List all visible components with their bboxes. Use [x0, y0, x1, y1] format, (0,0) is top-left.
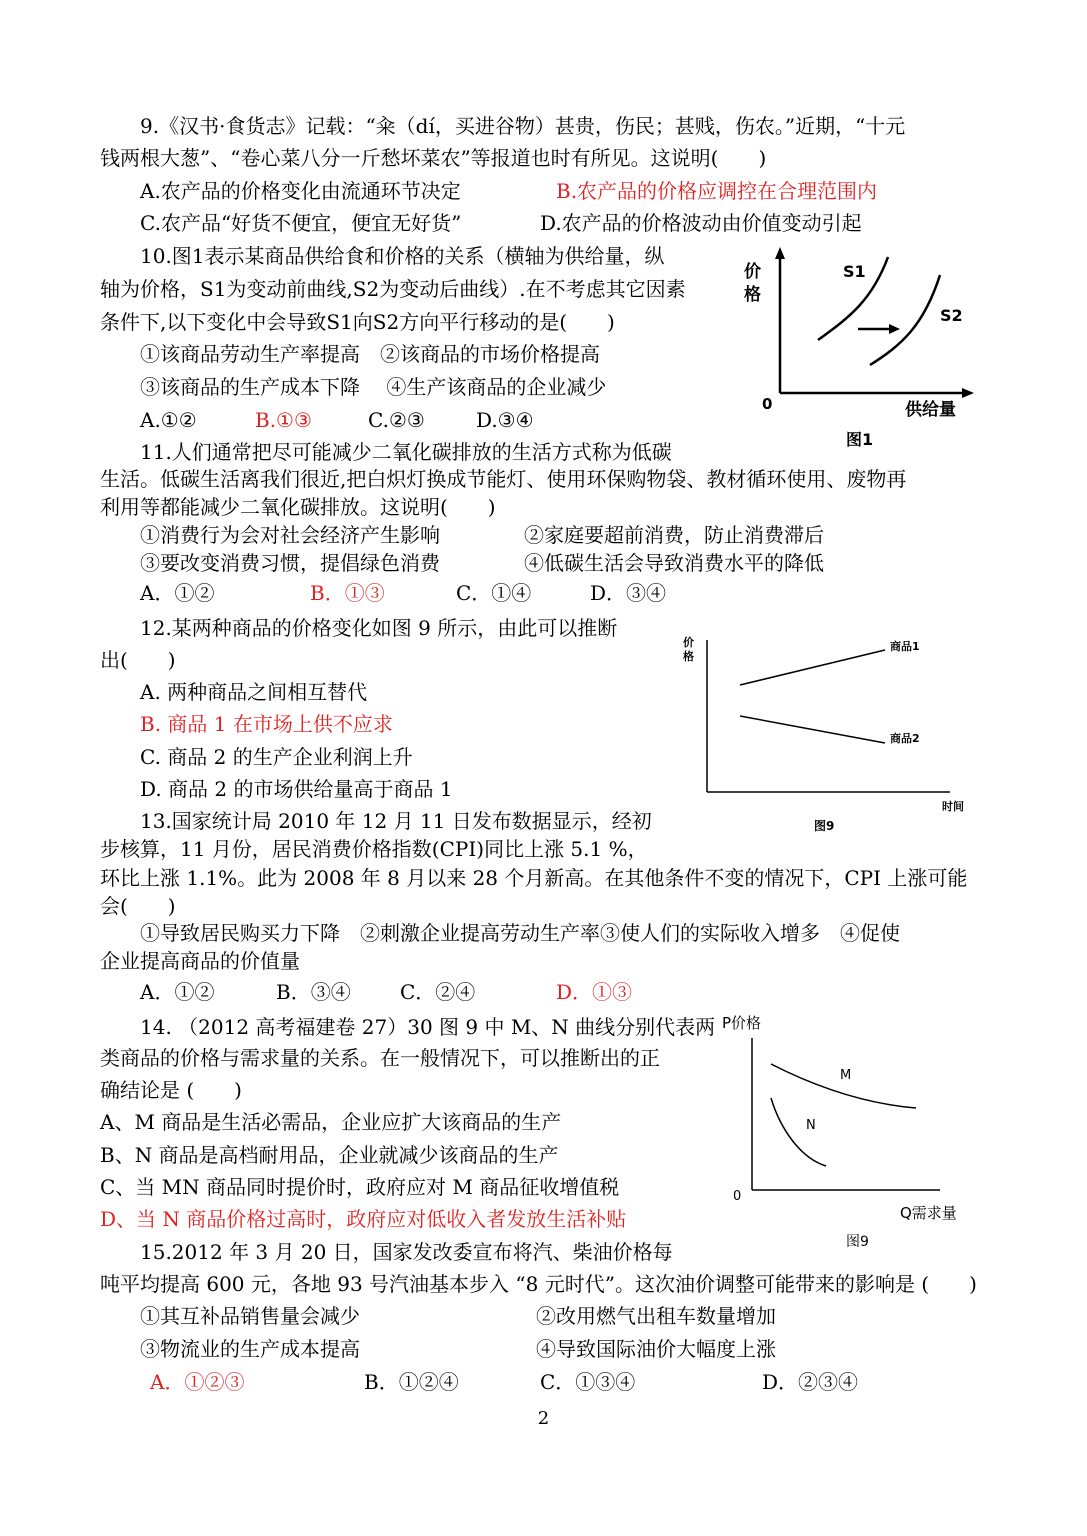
q9-stem-line1: 9.《汉书·食货志》记载：“籴（dí，买进谷物）甚贵，伤民；甚贱，伤农。”近期，“十元 [140, 114, 906, 138]
q13-stem-line3: 环比上涨 1.1%。此为 2008 年 8 月以来 28 个月新高。在其他条件不变的情况下，CPI 上涨可能 [100, 866, 968, 890]
q9-option-a: A.农产品的价格变化由流通环节决定 [140, 179, 461, 203]
q13-item-line1: ①导致居民购买力下降 ②刺激企业提高劳动生产率③使人们的实际收入增多 ④促使 [140, 921, 900, 945]
fig3-xlabel: Q需求量 [900, 1204, 957, 1222]
q10-option-a: A.①② [140, 408, 197, 432]
q12-stem-line2: 出( ) [100, 648, 176, 672]
q14-stem-line3: 确结论是 ( ) [100, 1078, 242, 1102]
q13-option-a: A．①② [140, 980, 215, 1004]
q10-stem-line2: 轴为价格，S1为变动前曲线,S2为变动后曲线）.在不考虑其它因素 [100, 277, 686, 301]
q10-item-line1: ①该商品劳动生产率提高 ②该商品的市场价格提高 [140, 342, 600, 366]
fig3-caption: 图9 [846, 1234, 869, 1250]
q13-stem-line4: 会( ) [100, 894, 176, 918]
q12-stem-line1: 12.某两种商品的价格变化如图 9 所示，由此可以推断 [140, 616, 618, 640]
q12-option-b-answer: B. 商品 1 在市场上供不应求 [140, 712, 393, 736]
q12-option-a: A. 两种商品之间相互替代 [140, 680, 368, 704]
fig1-xlabel: 供给量 [905, 400, 956, 420]
q15-item2: ②改用燃气出租车数量增加 [536, 1304, 776, 1328]
fig2-ylabel-char1: 价 [683, 636, 694, 649]
q10-stem-line1: 10.图1表示某商品供给食和价格的关系（横轴为供给量，纵 [140, 244, 665, 268]
s2-curve [870, 275, 940, 365]
q13-option-b: B．③④ [276, 980, 351, 1004]
q11-stem-line2: 生活。低碳生活离我们很近,把白炽灯换成节能灯、使用环保购物袋、教材循环使用、废物再 [100, 467, 907, 491]
q10-item-line2: ③该商品的生产成本下降 ④生产该商品的企业减少 [140, 375, 607, 399]
q11-option-a: A．①② [140, 581, 215, 605]
q13-stem-line2: 步核算，11 月份，居民消费价格指数(CPI)同比上涨 5.1 %， [100, 837, 648, 861]
q14-stem-line1: 14. （2012 高考福建卷 27）30 图 9 中 M、N 曲线分别代表两 [140, 1015, 716, 1039]
q14-option-b: B、N 商品是高档耐用品，企业就减少该商品的生产 [100, 1143, 559, 1167]
q15-item3: ③物流业的生产成本提高 [140, 1337, 360, 1361]
q9-option-c: C.农产品“好货不便宜，便宜无好货” [140, 211, 462, 235]
q15-option-c: C．①③④ [540, 1370, 636, 1394]
q9-option-b-answer: B.农产品的价格应调控在合理范围内 [556, 179, 878, 203]
q15-option-a-answer: A．①②③ [150, 1370, 245, 1394]
goods1-line [740, 650, 885, 685]
fig1-y-arrowhead [775, 247, 785, 259]
q15-item4: ④导致国际油价大幅度上涨 [536, 1337, 776, 1361]
fig2-series2-label: 商品2 [890, 732, 920, 745]
q10-stem-line3: 条件下,以下变化中会导致S1向S2方向平行移动的是( ) [100, 310, 615, 334]
fig1-x-arrowhead [962, 388, 974, 398]
q10-option-d: D.③④ [476, 408, 534, 432]
q9-stem-line2: 钱两根大葱”、“卷心菜八分一斤愁坏菜农”等报道也时有所见。这说明( ) [100, 146, 767, 170]
q11-option-b-answer: B．①③ [310, 581, 385, 605]
n-curve [771, 1098, 826, 1166]
q11-item3: ③要改变消费习惯，提倡绿色消费 [140, 551, 440, 575]
page-number: 2 [537, 1408, 550, 1429]
q11-stem-line3: 利用等都能减少二氧化碳排放。这说明( ) [100, 495, 496, 519]
fig3-origin: 0 [733, 1189, 742, 1204]
price-time-figure [680, 632, 980, 837]
fig1-ylabel-char1: 价 [744, 262, 761, 282]
q11-item2: ②家庭要超前消费，防止消费滞后 [524, 523, 824, 547]
q15-option-d: D．②③④ [762, 1370, 859, 1394]
q13-option-d-answer: D．①③ [556, 980, 633, 1004]
fig2-xlabel: 时间 [942, 800, 964, 813]
q11-option-d: D．③④ [590, 581, 667, 605]
q12-option-c: C. 商品 2 的生产企业利润上升 [140, 745, 413, 769]
q13-item-line2: 企业提高商品的价值量 [100, 949, 300, 973]
q14-stem-line2: 类商品的价格与需求量的关系。在一般情况下，可以推断出的正 [100, 1046, 660, 1070]
shift-arrowhead [889, 324, 900, 334]
fig3-m-label: M [840, 1068, 852, 1083]
supply-curve-figure [740, 245, 980, 460]
q13-option-c: C．②④ [400, 980, 476, 1004]
demand-curve-figure [718, 1008, 983, 1253]
fig1-ylabel-char2: 格 [744, 285, 761, 305]
fig2-caption: 图9 [814, 819, 835, 833]
q14-option-a: A、M 商品是生活必需品，企业应扩大该商品的生产 [100, 1110, 562, 1134]
q11-item1: ①消费行为会对社会经济产生影响 [140, 523, 440, 547]
fig3-n-label: N [806, 1118, 816, 1133]
q13-stem-line1: 13.国家统计局 2010 年 12 月 11 日发布数据显示，经初 [140, 809, 652, 833]
q15-stem-line1: 15.2012 年 3 月 20 日，国家发改委宣布将汽、柴油价格每 [140, 1240, 673, 1264]
q11-item4: ④低碳生活会导致消费水平的降低 [524, 551, 824, 575]
q11-stem-line1: 11.人们通常把尽可能减少二氧化碳排放的生活方式称为低碳 [140, 440, 672, 464]
q15-item1: ①其互补品销售量会减少 [140, 1304, 360, 1328]
fig1-s1-label: S1 [843, 262, 866, 281]
q14-option-d-answer: D、当 N 商品价格过高时，政府应对低收入者发放生活补贴 [100, 1207, 627, 1231]
q15-stem-line2: 吨平均提高 600 元，各地 93 号汽油基本步入 “8 元时代”。这次油价调整可能带来的影响是 ( ) [100, 1272, 977, 1296]
fig1-s2-label: S2 [940, 306, 963, 325]
fig1-origin: 0 [762, 395, 773, 413]
q9-option-d: D.农产品的价格波动由价值变动引起 [540, 211, 862, 235]
fig2-series1-label: 商品1 [890, 640, 920, 653]
q15-option-b: B．①②④ [364, 1370, 459, 1394]
q14-option-c: C、当 MN 商品同时提价时，政府应对 M 商品征收增值税 [100, 1175, 620, 1199]
fig2-ylabel-char2: 格 [683, 650, 694, 663]
goods2-line [740, 716, 885, 743]
q11-option-c: C．①④ [456, 581, 532, 605]
q10-option-b-answer: B.①③ [255, 408, 312, 432]
q10-option-c: C.②③ [368, 408, 425, 432]
fig1-caption: 图1 [846, 430, 874, 449]
fig3-ylabel: P价格 [722, 1014, 762, 1032]
q12-option-d: D. 商品 2 的市场供给量高于商品 1 [140, 777, 453, 801]
